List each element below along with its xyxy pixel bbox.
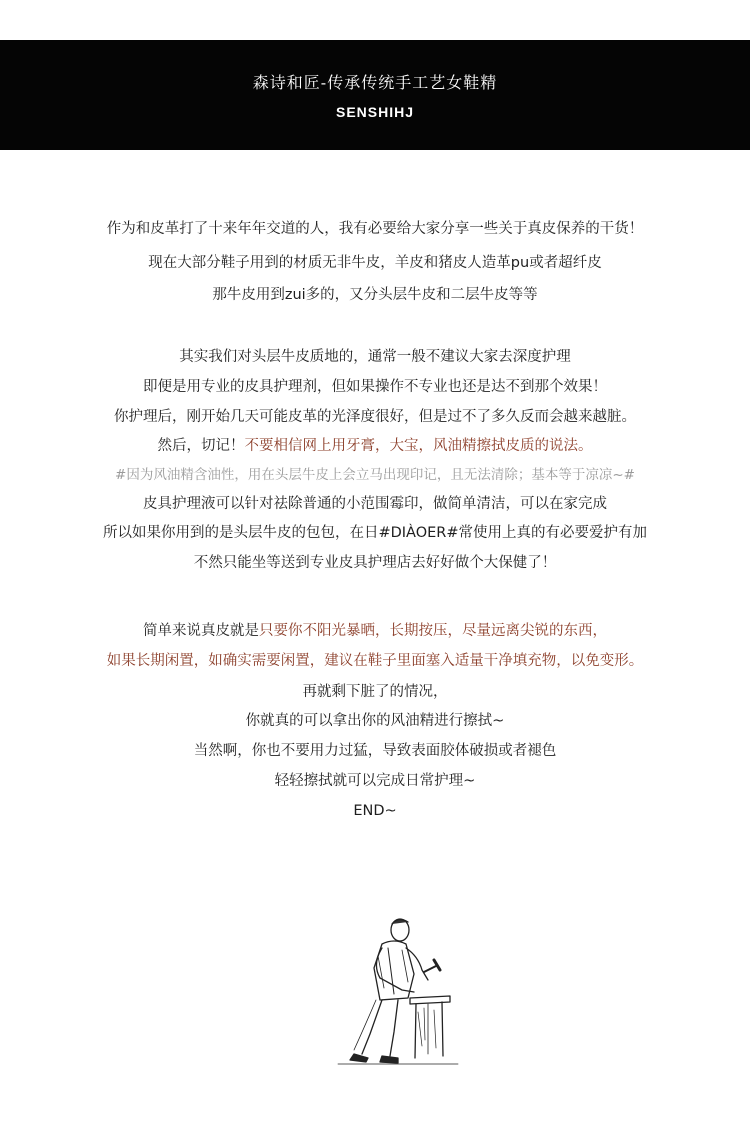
brand-name: SENSHIHJ [335,104,415,120]
warning-note: #因为风油精含油性，用在头层牛皮上会立马出现印记，且无法清除；基本等于凉凉~# [115,467,635,483]
summary-prefix: 简单来说真皮就是 [143,623,259,639]
end-text: END~ [353,803,397,819]
care-line-1: 其实我们对头层牛皮质地的，通常一般不建议大家去深度护理 [179,349,571,365]
banner-title: 森诗和匠-传承传统手工艺女鞋精 [252,73,498,92]
care-line-4 [0,436,750,456]
craftsman-illustration [318,908,468,1068]
intro-line-3: 那牛皮用到zui多的，又分头层牛皮和二层牛皮等等 [212,287,538,303]
summary-line-3: 再就剩下脏了的情况， [302,684,448,700]
intro-line-1: 作为和皮革打了十来年年交道的人，我有必要给大家分享一些关于真皮保养的干货！ [106,221,644,237]
care-line-6: 皮具护理液可以针对祛除普通的小范围霉印，做简单清洁，可以在家完成 [143,496,607,512]
warning-prefix: 然后，切记！ [157,438,245,454]
summary-line-4: 你就真的可以拿出你的风油精进行擦拭~ [245,713,505,729]
summary-highlight-1: 只要你不阳光暴晒，长期按压，尽量远离尖锐的东西， [259,623,607,639]
summary-line-1 [0,621,750,641]
intro-line-2: 现在大部分鞋子用到的材质无非牛皮，羊皮和猪皮人造革pu或者超纤皮 [148,255,602,271]
care-line-2: 即便是用专业的皮具护理剂，但如果操作不专业也还是达不到那个效果！ [143,379,607,395]
summary-line-6: 轻轻擦拭就可以完成日常护理~ [274,773,476,789]
header-banner [0,40,750,150]
warning-text: 不要相信网上用牙膏，大宝，风油精擦拭皮质的说法。 [244,438,593,454]
summary-line-5: 当然啊，你也不要用力过猛，导致表面胶体破损或者褪色 [193,743,557,759]
care-line-8: 不然只能坐等送到专业皮具护理店去好好做个大保健了！ [193,555,557,571]
care-line-7: 所以如果你用到的是头层牛皮的包包，在日#DIÀOER#常使用上真的有必要爱护有加 [102,525,648,541]
summary-highlight-2: 如果长期闲置，如确实需要闲置，建议在鞋子里面塞入适量干净填充物，以免变形。 [106,653,644,669]
care-line-3: 你护理后，刚开始几天可能皮革的光泽度很好，但是过不了多久反而会越来越脏。 [114,409,636,425]
